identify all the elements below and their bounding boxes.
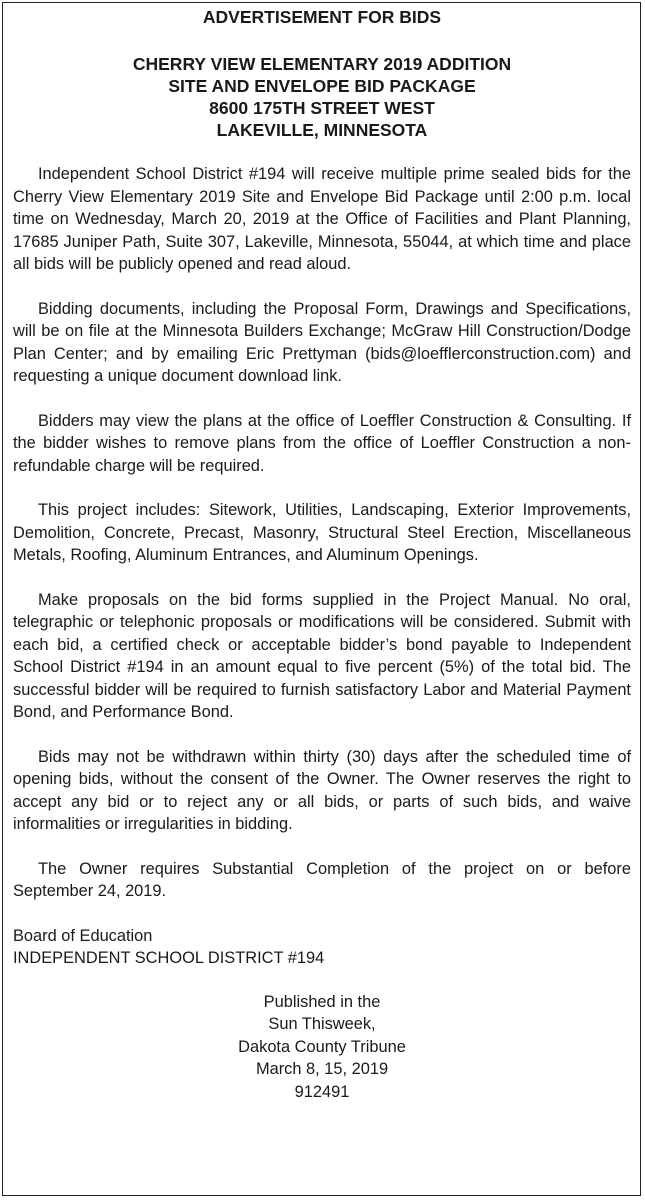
publication-paper-2: Dakota County Tribune — [238, 1037, 406, 1056]
publication-dates: March 8, 15, 2019 — [255, 1060, 389, 1078]
advertisement — [13, 6, 631, 1103]
signature-block — [13, 925, 631, 970]
signature-board: Board of Education — [13, 926, 153, 945]
project-header — [13, 53, 631, 141]
paragraph-plan-viewing: Bidders may view the plans at the office of Loeffler Construction & Consulting. If the bidder wishes to remove plans from the office of Loeffler Construction a non-refundable charge will be required. — [13, 411, 631, 475]
ad-title: ADVERTISEMENT FOR BIDS — [202, 7, 442, 27]
paragraph-project-scope: This project includes: Sitework, Utilities, Landscaping, Exterior Improvements, Demolition, Concrete, Precast, Masonry, Structural Steel Erection, Miscellaneous Metals, Roofing, Aluminum Entrances, and Aluminum Openings. — [13, 501, 631, 564]
bid-package: SITE AND ENVELOPE BID PACKAGE — [168, 76, 476, 96]
publication-intro: Published in the — [263, 992, 381, 1011]
paragraph-bidding-documents: Bidding documents, including the Proposal Form, Drawings and Specifications, will be on file at the Minnesota Builders Exchange; McGraw Hill Construction/Dodge Plan Center; and by emailing Eric Prettyman (bids@loefflerconstruction.com) and requesting a unique document download link. — [13, 299, 631, 385]
street-address: 8600 175TH STREET WEST — [209, 98, 435, 118]
publication-info — [13, 991, 631, 1104]
signature-district: INDEPENDENT SCHOOL DISTRICT #194 — [13, 949, 325, 967]
paragraph-bid-receipt: Independent School District #194 will receive multiple prime sealed bids for the Cherry View Elementary 2019 Site and Envelope Bid Package until 2:00 p.m. local time on Wednesday, March 20, 2019 at the Office of Facilities and Plant Planning, 17685 Juniper Path, Suite 307, Lakeville, Minnesota, 55044, at which time and place all bids will be publicly opened and read aloud. — [13, 165, 631, 273]
paragraph-bid-withdrawal: Bids may not be withdrawn within thirty (30) days after the scheduled time of opening bids, without the consent of the Owner. The Owner reserves the right to accept any bid or to reject any or all bids, or parts of such bids, and waive informalities or irregularities in bidding. — [13, 747, 631, 833]
publication-paper-1: Sun Thisweek, — [268, 1015, 376, 1033]
paragraph-proposal-requirements: Make proposals on the bid forms supplied in the Project Manual. No oral, telegraphic or telephonic proposals or modifications will be considered. Submit with each bid, a certified check or acceptable bidder’s bond payable to Independent School District #194 in an amount equal to five percent (5%) of the total bid. The successful bidder will be required to furnish satisfactory Labor and Material Payment Bond, and Performance Bond. — [13, 590, 631, 721]
project-name: CHERRY VIEW ELEMENTARY 2019 ADDITION — [132, 54, 512, 74]
city-state: LAKEVILLE, MINNESOTA — [216, 120, 428, 140]
publication-id: 912491 — [294, 1082, 350, 1101]
paragraph-completion-date: The Owner requires Substantial Completion of the project on or before September 24, 2019. — [13, 859, 631, 900]
